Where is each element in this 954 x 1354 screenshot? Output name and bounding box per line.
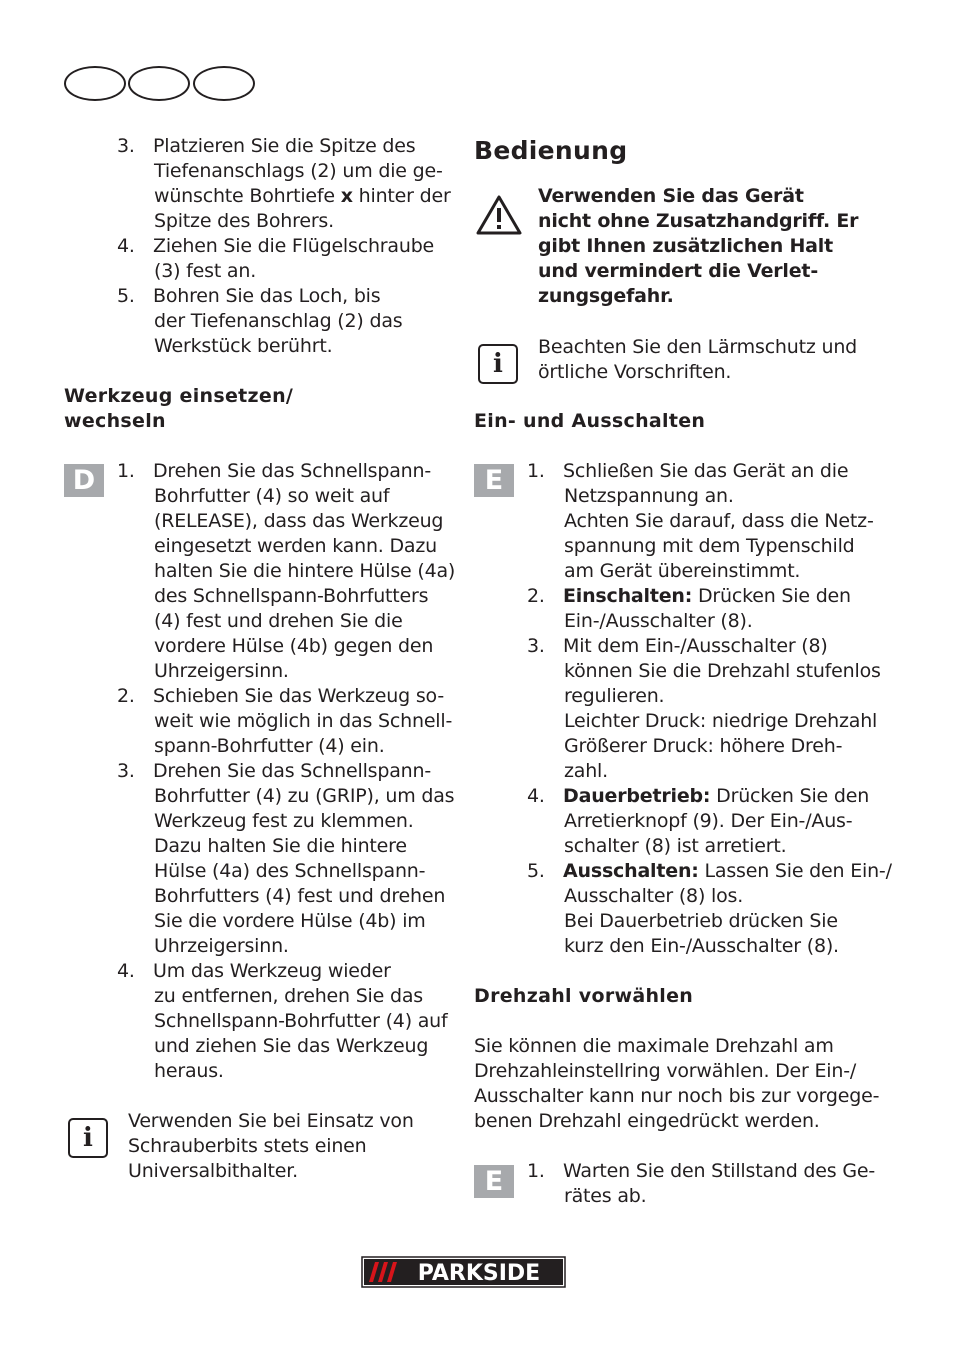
warning-note [538,184,878,309]
list-item-line [474,509,874,534]
list-number: 5. [527,860,545,882]
list-number: 3. [117,760,135,782]
list-number: 4. [527,785,545,807]
list-item-text: (RELEASE), dass das Werkzeug [154,510,444,532]
list-item-line [474,559,874,584]
list-number: 3. [527,635,545,657]
list-item [474,1159,874,1184]
list-item-text: Schieben Sie das Werkzeug so- [153,685,444,707]
list-item-text: rätes ab. [564,1185,647,1207]
list-item: 5. Bohren Sie das Loch, bis [117,285,381,307]
list-item-line [64,509,444,534]
list-item-line [64,909,444,934]
language-oval-2 [128,66,190,101]
speed-steps [474,1159,874,1209]
list-item-text: des Schnellspann-Bohrfutters [154,585,429,607]
right-column [474,134,892,1207]
list-item-text: Drücken Sie den [710,785,870,807]
language-oval-3 [193,66,255,101]
list-number: 1. [527,1160,545,1182]
list-item-text: Sie die vordere Hülse (4b) im [154,910,426,932]
list-item-text: heraus. [154,1060,224,1082]
list-item [474,459,874,484]
list-item-text: Hülse (4a) des Schnellspann- [154,860,426,882]
list-item [64,959,444,984]
list-item [64,684,444,709]
list-item-line [474,934,874,959]
list-item-text: Achten Sie darauf, dass die Netz- [564,510,874,532]
list-item-text: spannung mit dem Typenschild [564,535,855,557]
paragraph-line: Ausschalter kann nur noch bis zur vorgege- [474,1085,880,1107]
warning-line: gibt Ihnen zusätzlichen Halt [538,235,833,257]
list-item-line [64,559,456,584]
list-item-line: Werkstück berührt. [154,335,333,357]
section-speed-title [474,984,693,1009]
list-number: 1. [117,460,135,482]
list-item [474,784,874,809]
list-item-line [474,659,881,684]
section-heading: Ein- und Ausschalten [474,410,706,432]
list-item-text: Um das Werkzeug wieder [153,960,391,982]
list-item-text: (4) fest und drehen Sie die [154,610,403,632]
list-item-line: Tiefenanschlags (2) um die ge- [154,160,443,182]
list-item [64,459,444,484]
list-item-line [474,1184,874,1209]
list-item-line [64,1034,444,1059]
list-item-line [64,934,444,959]
warning-line: zungsgefahr. [538,285,674,307]
list-item-text: Ein-/Ausschalter (8). [564,610,753,632]
list-item-text: Bohrfutters (4) fest und drehen [154,885,446,907]
list-item-line: Spitze des Bohrers. [154,210,334,232]
step-badge: E [474,1165,514,1198]
list-item-text: Schnellspann-Bohrfutter (4) auf [154,1010,448,1032]
list-number: 4. [117,960,135,982]
list-item-lead: Ausschalten: [563,860,699,882]
tool-steps [64,459,456,1084]
paragraph-line: Drehzahleinstellring vorwählen. Der Ein-/ [474,1060,857,1082]
list-item-line [474,684,874,709]
list-item-line [474,534,874,559]
list-item-line [64,1059,444,1084]
list-item-line: (3) fest an. [154,260,257,282]
info-line: Beachten Sie den Lärmschutz und [538,336,858,358]
list-item-line: der Tiefenanschlag (2) das [154,310,403,332]
list-item-line [474,609,874,634]
page-title: Bedienung [474,136,628,165]
list-item-text: und ziehen Sie das Werkzeug [154,1035,429,1057]
info-line: Schrauberbits stets einen [128,1135,367,1157]
list-item-text: Arretierknopf (9). Der Ein-/Aus- [564,810,853,832]
list-item-line [64,584,444,609]
list-item-line [64,734,444,759]
list-item-line [474,884,874,909]
info-note [538,335,878,385]
list-item-line [64,634,444,659]
list-item-text: Schließen Sie das Gerät an die [563,460,849,482]
list-item-text: Uhrzeigersinn. [154,935,289,957]
list-item-lead: Einschalten: [563,585,693,607]
list-item-text: schalter (8) ist arretiert. [564,835,787,857]
list-number: 1. [527,460,545,482]
warning-line: Verwenden Sie das Gerät [538,185,804,207]
section-heading: wechseln [64,410,166,432]
list-item-line [64,884,444,909]
list-item-line [474,909,874,934]
list-item-text: zu entfernen, drehen Sie das [154,985,423,1007]
list-item-text: Größerer Druck: höhere Dreh- [564,735,843,757]
list-item: 4. Ziehen Sie die Flügelschraube [117,235,435,257]
list-item-text: weit wie möglich in das Schnell- [154,710,453,732]
switch-steps [474,459,892,959]
list-item-text: Bei Dauerbetrieb drücken Sie [564,910,838,932]
section-heading: Drehzahl vorwählen [474,985,694,1007]
language-tabs [64,66,254,99]
section-switch-title [474,409,705,434]
list-item-text: Ausschalter (8) los. [564,885,744,907]
list-item-text: regulieren. [564,685,665,707]
info-icon: i [478,344,518,384]
list-item [474,859,892,884]
list-item-text: eingesetzt werden kann. Dazu [154,535,437,557]
list-number: 2. [117,685,135,707]
section-heading: Werkzeug einsetzen/ [64,385,294,407]
list-item-line [64,809,444,834]
list-item-line [64,784,455,809]
warning-icon [476,194,522,236]
list-item-line: wünschte Bohrtiefe x hinter der [154,185,451,207]
list-item-line [64,484,444,509]
list-item: 3. Platzieren Sie die Spitze des [117,135,416,157]
list-item-lead: Dauerbetrieb: [563,785,711,807]
paragraph-line: benen Drehzahl eingedrückt werden. [474,1110,820,1132]
language-oval-1 [64,66,126,101]
list-item-text: Werkzeug fest zu klemmen. [154,810,414,832]
step-badge: E [474,464,514,497]
list-item-line [64,534,444,559]
speed-paragraph [474,1034,880,1134]
info-line: Verwenden Sie bei Einsatz von [128,1110,414,1132]
list-item-line [64,834,444,859]
list-item-line [474,834,874,859]
list-item-text: Warten Sie den Stillstand des Ge- [563,1160,875,1182]
step-badge: D [64,464,104,497]
list-item-text: halten Sie die hintere Hülse (4a) [154,560,456,582]
list-item-line [64,709,453,734]
list-item-text: Mit dem Ein-/Ausschalter (8) [563,635,828,657]
list-item-line [64,984,444,1009]
list-item-line [64,1009,448,1034]
info-line: örtliche Vorschriften. [538,361,732,383]
list-number: 2. [527,585,545,607]
list-item-text: Bohrfutter (4) zu (GRIP), um das [154,785,455,807]
warning-line: nicht ohne Zusatzhandgriff. Er [538,210,859,232]
list-item-line [64,859,444,884]
list-item-text: Leichter Druck: niedrige Drehzahl [564,710,878,732]
parkside-logo [361,1256,566,1288]
list-item [474,634,874,659]
list-item-text: vordere Hülse (4b) gegen den [154,635,434,657]
list-item-line [474,809,874,834]
list-item-text: spann-Bohrfutter (4) ein. [154,735,385,757]
list-item-text: Bohrfutter (4) so weit auf [154,485,390,507]
list-item-text: Drehen Sie das Schnellspann- [153,460,432,482]
warning-line: und vermindert die Verlet- [538,260,819,282]
list-item-text: Dazu halten Sie die hintere [154,835,407,857]
list-item-line [474,759,874,784]
list-item-line [474,734,874,759]
list-item [64,759,444,784]
logo-text: PARKSIDE [417,1261,541,1286]
list-item-text: zahl. [564,760,608,782]
paragraph-line: Sie können die maximale Drehzahl am [474,1035,834,1057]
list-item-text: Uhrzeigersinn. [154,660,289,682]
list-item-text: können Sie die Drehzahl stufenlos [564,660,881,682]
list-item-text: Drehen Sie das Schnellspann- [153,760,432,782]
list-item [474,584,874,609]
info-note [128,1109,448,1184]
section-tool-title [64,384,293,434]
list-item-text: Drücken Sie den [692,585,851,607]
info-line: Universalbithalter. [128,1160,298,1182]
depth-stop-steps [64,134,451,359]
list-item-line [64,659,444,684]
list-item-line [474,709,878,734]
list-item-text: Lassen Sie den Ein-/ [698,860,892,882]
info-icon: i [68,1118,108,1158]
list-item-text: Netzspannung an. [564,485,734,507]
list-item-line [64,609,444,634]
list-item-text: am Gerät übereinstimmt. [564,560,801,582]
list-item-text: kurz den Ein-/Ausschalter (8). [564,935,839,957]
list-item-line [474,484,874,509]
